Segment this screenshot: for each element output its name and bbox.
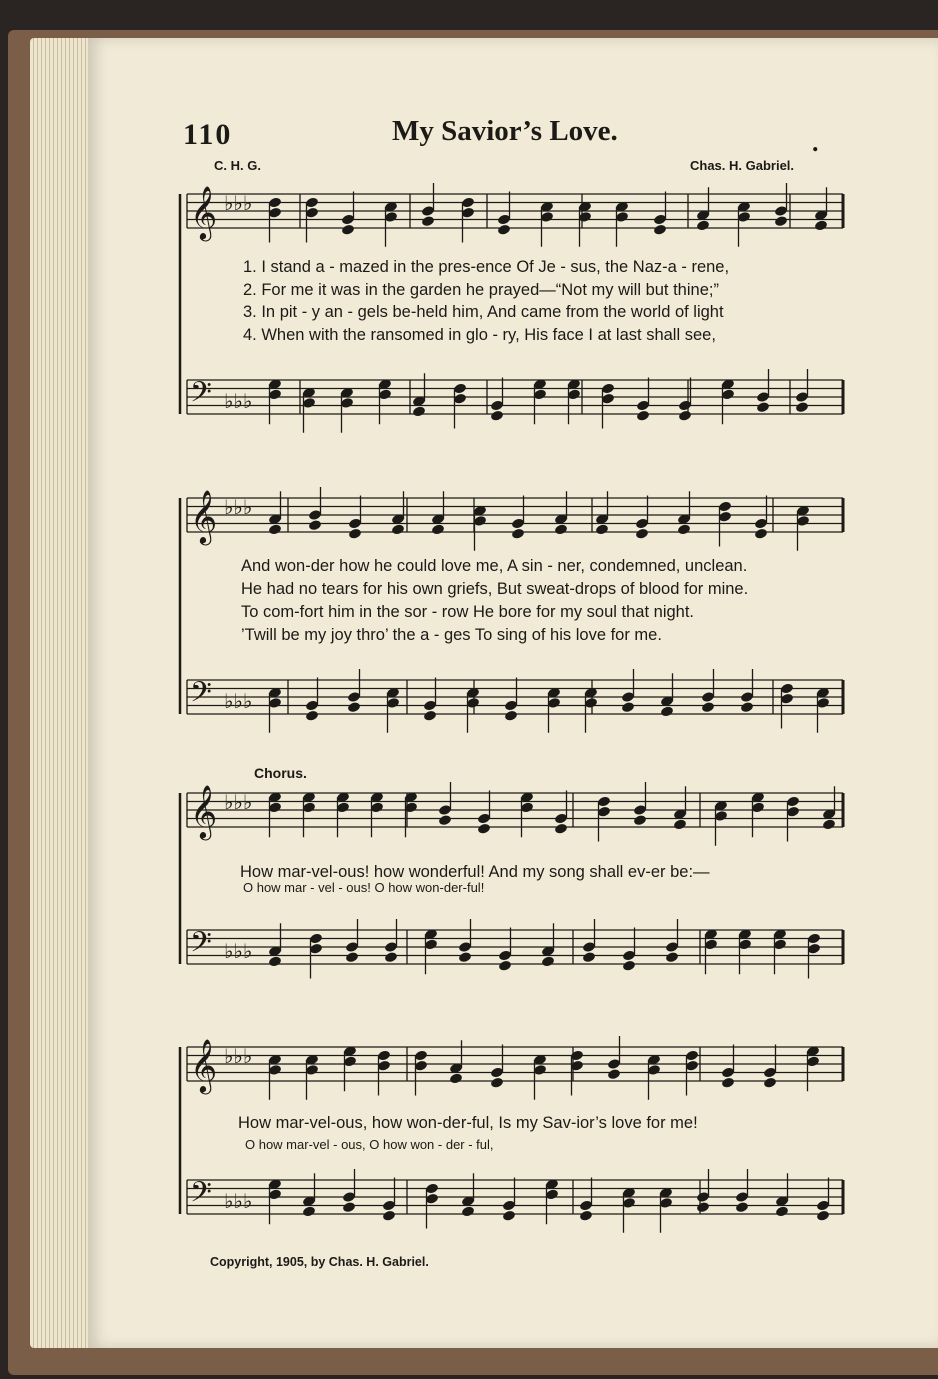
bass-clef: 𝄢 [190, 1176, 212, 1216]
title-mark: . [812, 128, 819, 157]
verse-1-line-b: And won-der how he could love me, A sin - ner, condemned, unclean. [241, 557, 748, 575]
treble-clef: 𝄞 [190, 185, 218, 239]
treble-clef: 𝄞 [190, 489, 218, 543]
svg-text:♭♭♭: ♭♭♭ [224, 939, 253, 963]
svg-text:♭♭♭: ♭♭♭ [224, 1189, 253, 1213]
treble-clef: 𝄞 [190, 784, 218, 838]
verse-1-line-a: 1. I stand a - mazed in the pres-ence Of Je - sus, the Naz-a - rene, [243, 258, 730, 276]
verse-4-line-a: 4. When with the ransomed in glo - ry, His face I at last shall see, [243, 326, 716, 344]
svg-text:♭♭♭: ♭♭♭ [224, 689, 253, 713]
svg-text:♭♭♭: ♭♭♭ [224, 790, 253, 814]
verse-3-line-b: To com-fort him in the sor - row He bore for my soul that night. [241, 603, 695, 621]
music-credit: Chas. H. Gabriel. [690, 158, 795, 173]
chorus-line-1-alto: O how mar - vel - ous! O how won-der-ful! [243, 880, 485, 895]
hymn-title: My Savior’s Love. [392, 115, 618, 147]
verse-2-line-b: He had no tears for his own griefs, But sweat-drops of blood for mine. [241, 580, 749, 598]
bass-clef: 𝄢 [190, 926, 212, 966]
verse-3-line-a: 3. In pit - y an - gels be-held him, And came from the world of light [243, 303, 724, 321]
svg-text:♭♭♭: ♭♭♭ [224, 495, 253, 519]
bass-clef: 𝄢 [190, 676, 212, 716]
bass-clef: 𝄢 [190, 376, 212, 416]
svg-text:♭♭♭: ♭♭♭ [224, 389, 253, 413]
verse-2-line-a: 2. For me it was in the garden he prayed—“Not my will but thine;” [243, 281, 719, 299]
chorus-label: Chorus. [254, 765, 307, 781]
svg-text:♭♭♭: ♭♭♭ [224, 1044, 253, 1068]
page-number: 110 [183, 118, 233, 151]
verse-4-line-b: ’Twill be my joy thro’ the a - ges To sing of his love for me. [241, 626, 662, 644]
chorus-line-2-alto: O how mar-vel - ous, O how won - der - ful, [245, 1137, 494, 1152]
copyright-notice: Copyright, 1905, by Chas. H. Gabriel. [210, 1255, 429, 1269]
chorus-line-1: How mar-vel-ous! how wonderful! And my song shall ev-er be:— [240, 863, 710, 881]
words-credit: C. H. G. [214, 158, 261, 173]
chorus-line-2: How mar-vel-ous, how won-der-ful, Is my Sav-ior’s love for me! [238, 1114, 698, 1132]
svg-text:♭♭♭: ♭♭♭ [224, 191, 253, 215]
treble-clef: 𝄞 [190, 1038, 218, 1092]
